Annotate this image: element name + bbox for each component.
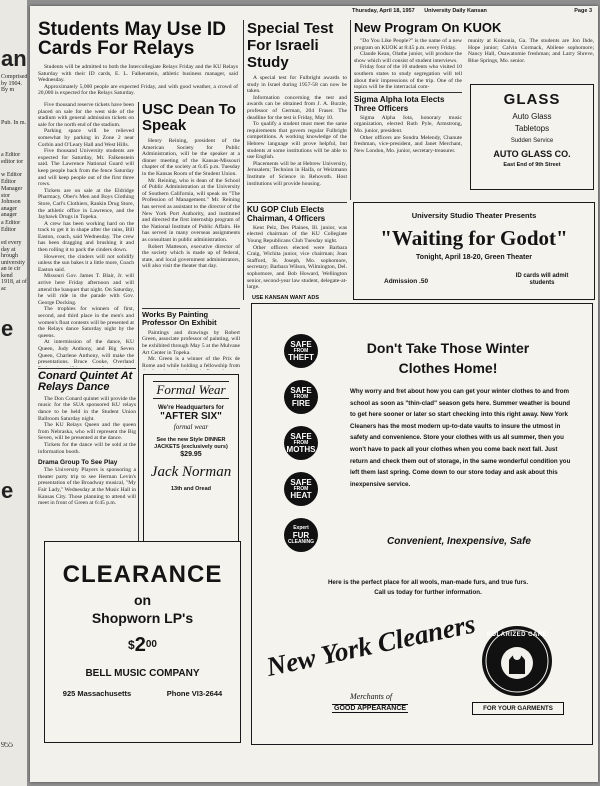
edge-fragment: Manager stor Johnson anager anager (1, 186, 23, 218)
seal-caption: FOR YOUR GARMENTS (472, 702, 564, 715)
headline: Special Test For Israeli Study (247, 20, 334, 71)
price-cents: 00 (145, 639, 157, 650)
section-rule (247, 202, 347, 203)
seal-text: POLARIZED CARE (486, 632, 548, 638)
page-header (352, 8, 596, 16)
section-rule (354, 92, 462, 93)
logo-appearance: GOOD APPEARANCE (334, 705, 407, 712)
paragraph: A crew has been working hard on the track to get it in shape after the rains, Bill Easton, coach, said Wednesday. The crew has been dragging and brushing it and then rolling it to pack the cinders down. (38, 220, 134, 254)
header-page: Page 3 (574, 8, 592, 14)
ad-tagline: Convenient, Inexpensive, Safe (387, 536, 531, 547)
badge-bot: MOTHS (286, 445, 316, 454)
column-rule (243, 20, 244, 300)
ad-line: Auto Glass (512, 112, 552, 121)
paragraph: Mr. Green is a winner of the Prix de Rome and while holding a fellowship from (142, 356, 240, 369)
column-rule (138, 102, 139, 557)
headline: New Program On KUOK (354, 20, 502, 35)
ad-perfect-place: Here is the perfect place for all wools, man-made furs, and true furs. Call us today for further information. (327, 579, 529, 596)
article-conard (38, 368, 136, 558)
paragraph: Five thousand University students are expected for Saturday, Mr. Falkenstein said. The Lawrence National Guard will keep people back from the fence Saturday and will keep people out of the first three rows. (38, 148, 134, 188)
paragraph: Missouri Gov. James T. Blair, Jr. will arrive here Friday afternoon and will attend the banquet that night. On Saturday, he will ride in the parade with Gov. George Docking. (38, 273, 134, 306)
ad-line: We're Headquarters for (157, 405, 224, 411)
ad-line: See the new Style DINNER JACKETS (exclusively ours) (154, 437, 228, 450)
badge-top: SAFE (290, 432, 312, 441)
ad-cleaners (251, 303, 593, 745)
ad-students: ID cards will admit students (515, 273, 569, 286)
want-ads-line: USE KANSAN WANT ADS (252, 295, 320, 301)
edge-fragment: a Editor editor tor (1, 152, 24, 165)
paragraph: The KU Relays Queen and the queen from Nebraska, who will represent the Big Seven, will be presented at the dance. (38, 422, 136, 442)
ad-title: GLASS (503, 91, 561, 108)
paragraph: The Don Conard quintet will provide the music for the SUA sponsored KU relays dance to be held in the Student Union Ballroom Saturday night. (38, 395, 136, 422)
ad-price: $29.95 (180, 451, 202, 458)
paragraph: Kent Pelz, Des Plaines, Ill. junior, was elected chairman of the KU Collegiate Young Republicans Club Tuesday night. (247, 224, 347, 244)
safe-from-moths-badge (284, 426, 318, 460)
ad-price (45, 634, 240, 658)
ad-store: Jack Norman (150, 464, 232, 480)
paragraph: The University Players is sponsoring a theater party trip to see Herman Levin's presentation of the Broadway musical, "My Fair Lady," Wednesday at the Music Hall in Kansas City. Those planning to attend will meet in front of Green at 6:45 p.m. (38, 467, 136, 507)
ad-title: "Waiting for Godot" (380, 226, 568, 250)
ad-brand: "AFTER SIX" (160, 411, 222, 422)
ad-formal-wear (143, 374, 239, 542)
edge-letters: an (1, 48, 27, 70)
adjacent-page-edge (0, 0, 27, 786)
headline: Conard Quintet At Relays Dance (38, 369, 133, 393)
paragraph: Robert Matteson, executive director of the society which is made up of federal, state, and local government administrators, will also visit the theater that day. (142, 243, 240, 270)
article-kuok-col2 (468, 38, 594, 84)
ad-line: Sudden Service (510, 138, 554, 144)
ad-body: Why worry and fret about how you can get your winter clothes to and from school as soon as "thin-clad" season gets here. Summer weather is bound to get here sooner or later so start checking into this right away. New York Cleaners has the most modern up-to-date vaults to insure the utmost in safety and convenience. Store your clothes with us all summer, then you won't have to pack all your clothes when you come back next fall. Just return and check them out of storage, in the same wonderful condition you left them last spring. Come down to our store today and ask about this inexpensive service. (350, 388, 571, 488)
headline: USC Dean To Speak (142, 102, 236, 134)
ad-admission: Admission .50 (384, 278, 429, 285)
paragraph: Parking space will be relieved somewhat by parking in Zone 2 near Corbin and O'Leary Hall and West Hills. (38, 128, 134, 148)
sub-headline: Drama Group To See Play (38, 459, 118, 467)
ad-when: Tonight, April 18-20, Green Theater (416, 254, 532, 261)
ad-on: on (133, 592, 152, 608)
edge-letters: e (1, 480, 14, 502)
paragraph: The trophies for winners of first, second, and third place in the men's and women's float contests will be presented at the Relays dance Saturday night by the queens. (38, 306, 134, 339)
headline: Sigma Alpha Iota Elects Three Officers (354, 94, 445, 113)
badge-mid: FROM (293, 440, 309, 446)
paragraph: At intermission of the dance, KU Queen, Judy Anthony, and Big Seven Queen, Charlene Anthony, will make the presentations. Bruce Cooke, Overland (38, 339, 134, 366)
article-kuok (354, 20, 594, 36)
paragraph: Paintings and drawings by Robert Green, associate professor of painting, will be exhibited through May 5 at the Mulvane Art Center in Topeka. (142, 329, 240, 356)
ad-clearance (44, 541, 241, 743)
paragraph: Five thousand reserve tickets have been placed on sale for the west side of the stadium with general admission tickets on sale for the north end of the stadium. (38, 102, 134, 128)
ad-headline: Don't Take Those Winter Clothes Home! (366, 340, 530, 376)
badge-top: SAFE (290, 386, 312, 395)
badge-mid: FUR (292, 531, 310, 540)
article-special-test (247, 20, 347, 210)
paragraph: Students will be admitted to both the Intercollegiate Relays Friday and the KU Relays Saturday with their ID cards, E. L. Falkenstein, athletic business manager, said Wednesday. (38, 64, 238, 84)
ad-brand-sub: formal wear (173, 423, 209, 431)
edge-fragment: 955 (1, 742, 13, 749)
ad-godot (353, 202, 595, 300)
article-sigma (354, 92, 462, 200)
new-york-cleaners-logo (263, 608, 478, 724)
ad-contact (45, 689, 240, 698)
paragraph: Tickets for the dance will be sold at the information booth. (38, 441, 136, 455)
badge-bot: CLEANING (287, 539, 315, 545)
ad-glass (470, 84, 594, 190)
logo-merchants: Merchants of (350, 692, 393, 701)
paragraph: A special test for Fulbright awards to study in Israel during 1957-58 can now be taken. (247, 75, 347, 95)
paragraph: Tickets are on sale at the Eldridge Pharmacy, Ober's Men and Boys Clothing Store, Carl's Clothiers, Rankin Drug Store, the athletic office in Lawrence, and the Jayhawk Drugs in Topeka. (38, 187, 134, 221)
edge-fragment: w Editor Editor (1, 172, 22, 185)
price-amount: 2 (134, 634, 146, 656)
badge-top: Expert (293, 525, 309, 531)
paragraph: Claude Kean, Olathe junior, will produce the show which will consist of student interviews. (354, 51, 462, 64)
edge-fragment: ed every day at hrough university an ie cir kend 1918, at of ac (1, 240, 27, 292)
article-kuok-col1 (354, 38, 462, 90)
newspaper-page (30, 6, 598, 782)
ad-title: Formal Wear (153, 381, 229, 399)
ad-address: 13th and Oread (170, 486, 212, 492)
badge-mid: FROM (293, 348, 309, 354)
edge-letters: e (1, 318, 14, 340)
paragraph: Other officers are Sondra Melendy, Chanute freshman, vice-president, and Janet Merchant, New London, Mo. junior, secretary-treasurer. (354, 134, 462, 154)
badge-top: SAFE (290, 340, 312, 349)
badge-mid: FROM (293, 394, 309, 400)
header-paper: University Daily Kansan (424, 8, 487, 14)
paragraph: To qualify a student must meet the same requirements that govern regular Fulbright competitions. A working knowledge of the Hebrew language will prove helpful, but students at some institutions will be able to use English. (247, 121, 347, 161)
paragraph: Friday four of the 10 students who visited 10 southern states to study segregation will tell about their impressions of the trip. One of the topics will be the interracial com- (354, 64, 462, 90)
ad-company: AUTO GLASS CO. (493, 149, 571, 159)
safe-from-heat-badge (284, 472, 318, 506)
paragraph: Sigma Alpha Iota, honorary music organization, elected Ruth Pyle, Armstrong, Mo. junior, president. (354, 114, 462, 134)
article-id-cards-lead (38, 64, 238, 97)
badge-top: SAFE (290, 478, 312, 487)
article-id-cards (38, 20, 238, 58)
ad-presenter: University Studio Theater Presents (411, 211, 537, 220)
paragraph: Placements will be at Hebrew University, Jerusalem; Technion in Haifa, or Weizmann Institute of Science in Rehovoth. Host institutions will provide housing. (247, 160, 347, 187)
paragraph: Mr. Reining, who is dean of the School of Public Administration at the University of Southern California, will speak on "The Profession of Management." Mr. Reining has served as assistant to the director of the New York Port Authority, and instituted and directed the first internship program of the National Institute of Public Affairs. He has served in many overseas assignments as consultant in public administration. (142, 177, 240, 243)
ad-item: Shopworn LP's (91, 610, 194, 626)
paragraph: Other officers elected were Barbara Craig, Wichita junior, vice chairman; Joan Stafford, St. Joseph, Mo. sophomore, secretary; Barbara Wilson, Wilmington, Del. sophomore, and Bob Howard, Wellington senior, second-year law student, delegate-at-large. (247, 244, 347, 291)
edge-fragment: Pub. In m. (1, 120, 27, 126)
ad-line: Tabletops (514, 124, 550, 133)
edge-fragment: a Editor Editor (1, 220, 21, 233)
logo-text: New York Cleaners (263, 608, 478, 682)
header-date: Thursday, April 18, 1957 (352, 8, 415, 14)
column-rule (350, 20, 351, 200)
polarized-care-seal (482, 626, 552, 696)
price-dollar: $ (128, 638, 135, 652)
article-dean (142, 102, 240, 304)
article-painting (142, 308, 240, 370)
paragraph: However, the cinders will not solidify unless the sun bakes it a little more, Coach Easton said. (38, 253, 134, 273)
section-rule (38, 368, 136, 369)
headline: Students May Use ID Cards For Relays (38, 19, 226, 59)
badge-bot: FIRE (291, 399, 311, 408)
section-rule (142, 308, 240, 309)
ad-title: CLEARANCE (62, 561, 223, 588)
headline: KU GOP Club Elects Chairman, 4 Officers (247, 204, 326, 223)
badge-bot: HEAT (290, 491, 312, 500)
edge-fragment: Comprised by 1904. By m (1, 74, 27, 93)
paragraph: Information concerning the test and awards can be obtained from J. A. Burzle, professor of German, 204 Fraser. The deadline for the test is Friday, May 10. (247, 94, 347, 121)
paragraph: "Do You Like People?" is the name of a new program on KUOK at 8:45 p.m. every Friday. (354, 38, 462, 51)
badge-bot: THEFT (288, 353, 314, 362)
paragraph: Henry Reining, president of the American Society for Public Administration, will be the speaker at a dinner meeting of the Kansas-Missouri chapter of the society at 6:45 p.m. Tuesday in the Kansas Room of the Student Union. (142, 138, 240, 177)
ad-address: 925 Massachusetts (62, 689, 132, 698)
paragraph: Approximately 5,000 people are expected Friday, and with good weather, a crowd of 20,000 is expected for the Relays Saturday. (38, 83, 238, 97)
ad-phone: Phone VI3-2644 (166, 689, 223, 698)
ad-company: BELL MUSIC COMPANY (85, 668, 200, 679)
safe-from-theft-badge (284, 334, 318, 368)
headline: Works By Painting Professor On Exhibit (142, 309, 217, 328)
safe-from-fire-badge (284, 380, 318, 414)
badge-mid: FROM (293, 486, 309, 492)
article-gop (247, 202, 347, 300)
expert-fur-cleaning-badge (284, 518, 318, 552)
paragraph: munity at Koinonia, Ga. The students are Jon Ihde, Hope junior; Calvin Cormack, Abilene sophomore; Nancy Hall, Osawatomie freshman; and Larry Shreve, Blue Springs, Mo. senior. (468, 38, 594, 64)
ad-address: East End of 9th Street (503, 162, 561, 168)
article-id-cards-col (38, 102, 134, 367)
